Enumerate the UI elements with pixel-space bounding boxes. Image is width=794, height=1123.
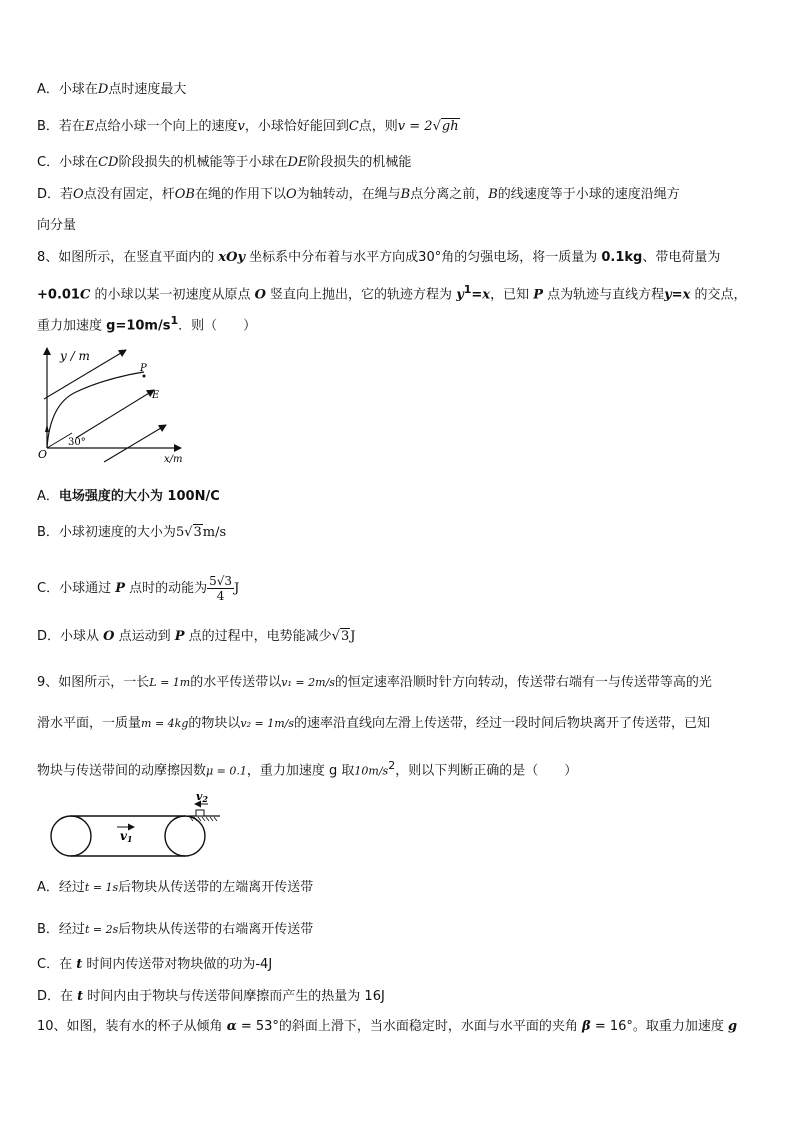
q8-origin-label: O [38,448,48,461]
q8-point-p [143,375,146,378]
q9-stem-line2: 滑水平面，一质量m = 4kg的物块以v₂ = 1m/s的速率沿直线向左滑上传送带，经过一段时间后物块离开了传送带，已知 [37,716,711,731]
q8-field-line-3 [104,425,166,462]
q9-right-pulley [165,816,205,856]
q8-trajectory-start-arrow [45,424,49,432]
q9-left-pulley [51,816,91,856]
q7-option-d: D．若O点没有固定，杆OB在绳的作用下以O为轴转动，在绳与B点分离之前，B的线速度等于小球的速度沿绳方 [37,187,680,202]
q8-angle-label: 30° [68,437,86,448]
q8-option-c: C．小球通过 P 点时的动能为 $\frac{5√3}{4}$ J [37,574,240,603]
q9-platform-hatch [190,817,217,821]
q8-stem-line1: 8、如图所示，在竖直平面内的 xOy 坐标系中分布着与水平方向成30°角的匀强电场，将一质量为 0.1kg、带电荷量为 [37,250,721,265]
q7-option-b: B．若在E点给小球一个向上的速度v，小球恰好能回到C点，则v = 2√gh [37,119,459,134]
q9-block [196,810,204,816]
q9-option-d: D．在 t 时间内由于物块与传送带间摩擦而产生的热量为 16J [37,989,385,1004]
q10-stem-line1: 10、如图，装有水的杯子从倾角 α = 53°的斜面上滑下，当水面稳定时，水面与水平面的夹角 β = 16°。取重力加速度 g [37,1019,738,1034]
q9-v1-label: v1 [120,829,133,844]
q9-option-b: B．经过t = 2s后物块从传送带的右端离开传送带 [37,922,314,937]
q8-option-d: D．小球从 O 点运动到 P 点的过程中，电势能减少√3J [37,629,356,644]
q9-option-a: A．经过t = 1s后物块从传送带的左端离开传送带 [37,880,314,895]
q9-stem-line1: 9、如图所示，一长L = 1m的水平传送带以v₁ = 2m/s的恒定速率沿顺时针方向转动，传送带右端有一与传送带等高的光 [37,675,712,690]
q7-option-c: C．小球在CD阶段损失的机械能等于小球在DE阶段损失的机械能 [37,155,412,170]
q8-xlabel: x/m [164,454,183,465]
q8-option-b: B．小球初速度的大小为5√3m/s [37,525,227,540]
q8-option-a: A．电场强度的大小为 100N/C [37,489,220,504]
q9-v2-label: v2 [196,790,208,804]
q8-trajectory [47,372,144,448]
q8-stem-line3: 重力加速度 $g=10m/s^1$．则（ ） [37,314,257,334]
q7-option-d-cont: 向分量 [37,218,77,233]
q9-option-c: C．在 t 时间内传送带对物块做的功为-4J [37,957,273,972]
q8-figure [36,344,196,468]
q8-ylabel: y / m [60,349,90,363]
q9-figure [48,788,224,862]
q8-stem-line2: +0.01C 的小球以某一初速度从原点 O 竖直向上抛出，它的轨迹方程为 $y^1=x$，已知 P 点为轨迹与直线方程y=x 的交点， [37,283,747,303]
q9-stem-line3: 物块与传送带间的动摩擦因数μ = 0.1，重力加速度 g 取$10m/s^2$，则以下判断正确的是（ ） [37,759,578,779]
q8-e-label: E [152,390,160,401]
q8-c-fraction: $\frac{5√3}{4}$ [209,574,233,603]
q7-option-a: A．小球在D点时速度最大 [37,82,187,97]
q8-field-line-2 [76,390,154,438]
q8-p-label: P [140,363,147,374]
